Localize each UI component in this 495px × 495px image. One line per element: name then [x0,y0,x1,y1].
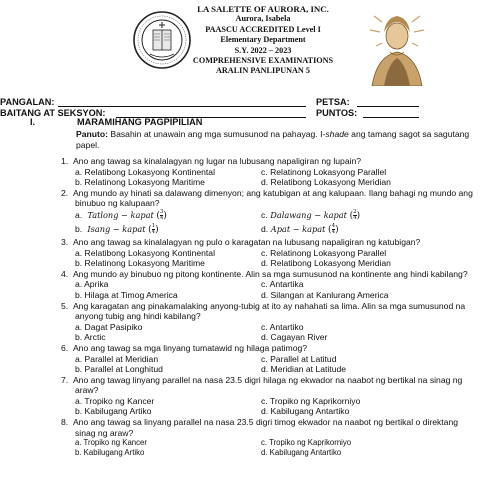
answer-option[interactable]: d. Kabilugang Antartiko [261,447,342,457]
answer-option[interactable]: c. Tropiko ng Kaprikorniyo [261,395,361,406]
answer-option[interactable]: d. Relatibong Lokasyong Meridian [261,258,391,269]
section-heading [30,117,202,127]
question-stem: 4. Ang mundo ay binubuo ng pitong kontinente. Alin sa mga sumusunod na kontinente ang hindi kabilang? [61,268,468,279]
fraction: $\frac{4}{4}$ [331,222,336,236]
section-title: MARAMIHANG PAGPIPILIAN [77,117,203,127]
name-field[interactable] [58,97,306,107]
saint-portrait-image [362,6,432,86]
answer-option[interactable]: c. Relatinong Lokasyong Parallel [261,247,387,258]
instructions-emphasis: shade [325,129,349,139]
answer-option[interactable]: a. Aprika [75,279,109,290]
score-label: PUNTOS: [316,108,358,118]
answer-option[interactable]: b. Arctic [75,332,106,343]
answer-option[interactable]: d. Apat − kapat ( $\frac{4}{4}$ ) [261,222,339,236]
answer-option[interactable]: a. Relatibong Lokasyong Kontinental [75,247,215,258]
answer-option[interactable]: d. Relatibong Lokasyong Meridian [261,177,391,188]
answer-option[interactable]: a. Tropiko ng Kancer [75,438,147,448]
fraction: $\frac{2}{4}$ [353,208,357,222]
question-item [50,156,480,188]
school-location: Aurora, Isabela [235,14,291,24]
answer-option[interactable]: b. Kabilugang Artiko [75,447,145,457]
question-item [50,301,480,343]
answer-option[interactable]: b. Relatinong Lokasyong Maritime [75,177,205,188]
question-list [50,156,480,457]
answer-option[interactable]: a. Dagat Pasipiko [75,321,143,332]
accreditation: PAASCU ACCREDITED Level I [205,24,321,34]
answer-option[interactable]: d. Silangan at Kanlurang America [261,289,389,300]
section-number: I. [30,117,36,127]
question-stem: 6. Ano ang tawag sa mga linyang tumatawid ng hilaga patimog? [61,342,308,353]
school-header-text [178,4,348,77]
answer-option[interactable]: c. Antartiko [261,321,304,332]
question-item [50,343,480,375]
date-label: PETSA: [316,97,350,107]
answer-option[interactable]: b. Parallel at Longhitud [75,364,163,375]
answer-option[interactable]: b. Kabilugang Artiko [75,406,152,417]
answer-option[interactable]: d. Cagayan River [261,332,328,343]
question-item [50,269,480,301]
answer-option[interactable]: c. Tropiko ng Kaprikorniyo [261,438,352,448]
exam-title: COMPREHENSIVE EXAMINATIONS [192,56,334,66]
answer-option[interactable]: b. Relatinong Lokasyong Maritime [75,258,205,269]
instructions-text-1: Basahin at unawain ang mga sumusunod na pahayag. I- [107,129,326,139]
school-year: S.Y. 2022 – 2023 [234,45,292,55]
answer-option[interactable]: d. Kabilugang Antartiko [261,406,350,417]
question-stem: 1. Ano ang tawag sa kinalalagyan ng lugar na lubusang napaligiran ng lupain? [61,156,362,166]
score-field[interactable] [363,108,419,118]
question-stem: 7. Ano ang tawag linyang parallel na nasa 23.5 digri hilaga ng ekwador na naabot ng bertikal na sinag ng araw? [61,374,463,396]
answer-option[interactable]: a. Relatibong Lokasyong Kontinental [75,166,215,177]
answer-option[interactable]: a. Tatlong − kapat ( $\frac{3}{4}$ ) [75,208,167,222]
grade-section-label: BAITANG AT SEKSYON: [0,108,106,118]
answer-option[interactable]: d. Meridian at Latitude [261,364,347,375]
question-item [50,375,480,417]
department: Elementary Department [220,35,306,45]
date-field[interactable] [357,97,419,107]
question-item [50,237,480,269]
name-label: PANGALAN: [0,97,55,107]
subject-title: ARALIN PANLIPUNAN 5 [215,66,310,76]
answer-option[interactable]: a. Parallel at Meridian [75,353,159,364]
answer-option[interactable]: c. Antartika [261,279,304,290]
answer-option[interactable]: c. Relatinong Lokasyong Parallel [261,166,387,177]
instructions [76,129,476,151]
instructions-label: Panuto: [76,129,108,139]
answer-option[interactable]: b. Hilaga at Timog America [75,289,178,300]
exam-header [0,0,495,90]
question-stem: 8. Ano ang tawag sa linyang parallel na nasa 23.5 digri timog ekwador na naabot ng bertikal o direktang sinag ng araw? [61,417,459,438]
answer-option[interactable]: c. Parallel at Latitud [261,353,337,364]
question-stem: 3. Ano ang tawag sa kinalalagyan ng pulo o karagatan na lubusang napaligiran ng katubigan? [61,236,421,247]
answer-option[interactable]: a. Tropiko ng Kancer [75,395,155,406]
fraction: $\frac{1}{4}$ [151,222,156,236]
question-stem: 5. Ang karagatan ang pinakamalaking anyong-tubig at ito ay nahahati sa lima. Alin sa mga sumusunod na anyong tubig ang hindi kabilang? [61,300,466,322]
instructions-text-2: ang tamang sagot sa sagutang papel. [76,129,470,150]
answer-option[interactable]: c. Dalawang − kapat ( $\frac{2}{4}$ ) [261,208,361,222]
question-item [50,188,480,237]
question-stem: 2. Ang mundo ay hinati sa dalawang dimenyon; ang katubigan at ang kalupaan. Ilang bahagi ng mundo ang binubuo ng kalupaan? [61,187,473,209]
question-item [50,417,480,457]
answer-option[interactable]: b. Isang − kapat ( $\frac{1}{4}$ ) [75,222,159,236]
fraction: $\frac{3}{4}$ [159,208,164,222]
school-name: LA SALETTE OF AURORA, INC. [197,4,329,14]
